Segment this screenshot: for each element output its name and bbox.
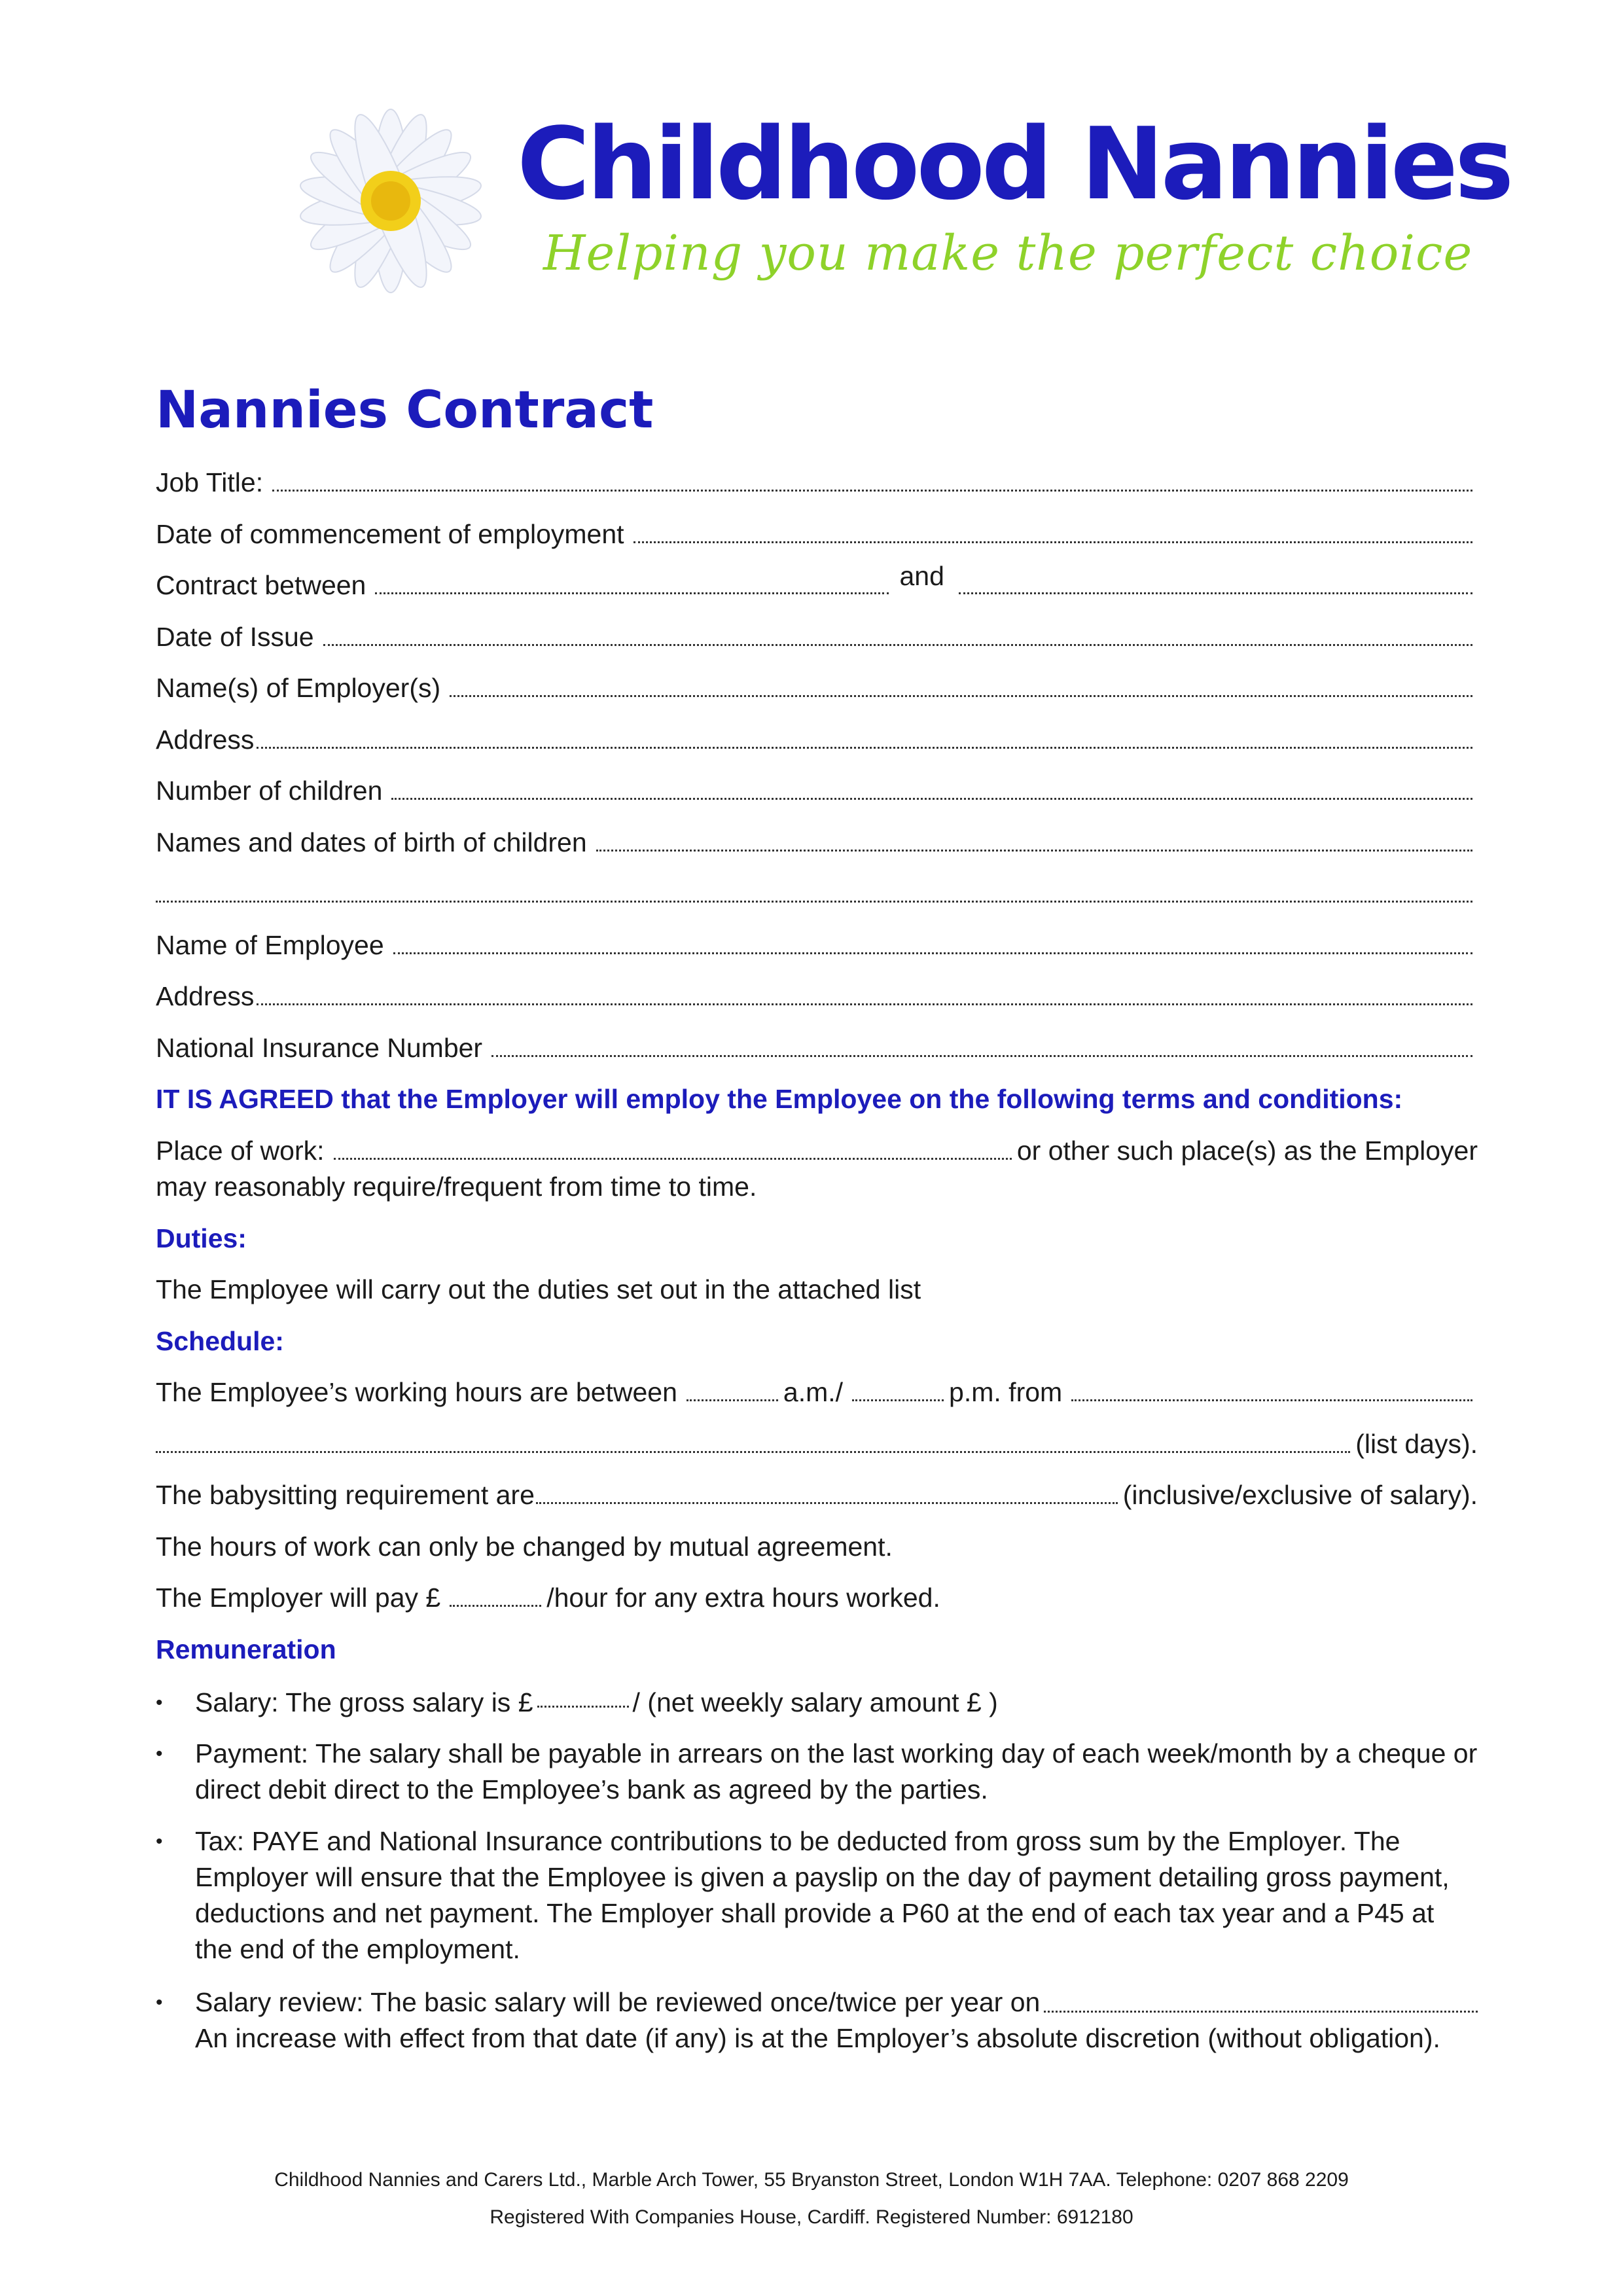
- ni-number-field[interactable]: [491, 1055, 1472, 1057]
- commencement-row: [156, 521, 1478, 548]
- children-names-row: [156, 829, 1478, 856]
- number-children-label: Number of children: [156, 776, 383, 806]
- daisy-logo-icon: [278, 88, 504, 314]
- schedule-heading: Schedule:: [156, 1326, 284, 1356]
- place-of-work-row: [156, 1138, 1478, 1164]
- ni-number-row: [156, 1035, 1478, 1062]
- employee-name-row: [156, 932, 1478, 959]
- contract-party-one-field[interactable]: [375, 592, 889, 594]
- duties-heading: Duties:: [156, 1223, 247, 1253]
- babysitting-after: (inclusive/exclusive of salary).: [1122, 1480, 1478, 1510]
- ni-number-label: National Insurance Number: [156, 1033, 483, 1063]
- tax-bullet: [156, 1823, 1478, 1967]
- employer-name-field[interactable]: [450, 695, 1472, 697]
- children-names-continued-field[interactable]: [156, 901, 1472, 903]
- days-list-field[interactable]: [156, 1451, 1350, 1453]
- salary-review-date-field[interactable]: [1044, 2011, 1478, 2013]
- employee-address-label: Address: [156, 981, 255, 1011]
- babysitting-label: The babysitting requirement are: [156, 1480, 535, 1510]
- job-title-label: Job Title:: [156, 467, 264, 497]
- duties-text: The Employee will carry out the duties set out in the attached list: [156, 1274, 921, 1304]
- employer-name-row: [156, 675, 1478, 702]
- start-hour-field[interactable]: [687, 1399, 778, 1401]
- place-of-work-line2: may reasonably require/frequent from time to time.: [156, 1172, 757, 1202]
- mutual-agreement-text: The hours of work can only be changed by mutual agreement.: [156, 1532, 893, 1562]
- employee-address-field[interactable]: [257, 1003, 1472, 1005]
- commencement-field[interactable]: [633, 541, 1472, 543]
- and-label: and: [899, 561, 944, 591]
- children-names-field[interactable]: [596, 850, 1472, 852]
- days-from-field[interactable]: [1071, 1399, 1472, 1401]
- brand-name: Childhood Nannies: [517, 106, 1511, 222]
- bullet-icon: •: [156, 1743, 163, 1765]
- employee-name-field[interactable]: [393, 952, 1472, 954]
- working-hours-row: [156, 1379, 1478, 1406]
- payment-bullet: [156, 1736, 1478, 1808]
- babysitting-row: [156, 1482, 1478, 1509]
- salary-review-text: An increase with effect from that date (if any) is at the Employer’s absolute discretion (without obligation).: [195, 2023, 1440, 2053]
- extra-hours-after: /hour for any extra hours worked.: [546, 1583, 940, 1613]
- salary-review-bullet: [156, 1984, 1478, 2056]
- working-hours-label: The Employee’s working hours are between: [156, 1377, 677, 1407]
- extra-hours-rate-field[interactable]: [450, 1605, 541, 1607]
- list-days-label: (list days).: [1355, 1429, 1478, 1459]
- payment-text: Payment: The salary shall be payable in arrears on the last working day of each week/month by a cheque or direct debit direct to the Employee’s bank as agreed by the parties.: [195, 1738, 1478, 1804]
- babysitting-field[interactable]: [536, 1502, 1118, 1504]
- number-children-row: [156, 778, 1478, 804]
- place-of-work-label: Place of work:: [156, 1136, 325, 1166]
- place-of-work-after: or other such place(s) as the Employer: [1016, 1136, 1478, 1166]
- number-children-field[interactable]: [391, 798, 1472, 800]
- commencement-label: Date of commencement of employment: [156, 519, 624, 549]
- salary-review-label: Salary review: The basic salary will be reviewed once/twice per year on: [195, 1987, 1041, 2017]
- salary-net-label: / (net weekly salary amount £ ): [632, 1687, 998, 1717]
- brand-tagline: Helping you make the perfect choice: [543, 225, 1473, 281]
- employer-address-label: Address: [156, 725, 255, 755]
- extra-hours-row: [156, 1585, 1478, 1611]
- employee-address-row: [156, 983, 1478, 1010]
- salary-bullet: [156, 1685, 1478, 1721]
- extra-hours-label: The Employer will pay £: [156, 1583, 441, 1613]
- bullet-icon: •: [156, 1692, 163, 1713]
- remuneration-heading: Remuneration: [156, 1634, 336, 1664]
- date-issue-field[interactable]: [323, 644, 1472, 646]
- contract-party-two-field[interactable]: [959, 592, 1472, 594]
- page-title: Nannies Contract: [156, 381, 654, 440]
- contract-between-row: [156, 561, 1478, 600]
- list-days-row: [156, 1431, 1478, 1458]
- contract-between-label: Contract between: [156, 570, 366, 600]
- children-names-continued-row: [156, 880, 1478, 907]
- am-label: a.m./: [783, 1377, 844, 1407]
- gross-salary-field[interactable]: [537, 1706, 629, 1708]
- place-of-work-field[interactable]: [334, 1158, 1012, 1160]
- children-names-label: Names and dates of birth of children: [156, 827, 587, 857]
- end-hour-field[interactable]: [852, 1399, 944, 1401]
- employee-name-label: Name of Employee: [156, 930, 384, 960]
- footer-address: Childhood Nannies and Carers Ltd., Marble Arch Tower, 55 Bryanston Street, London W1H 7AA. Telephone: 0207 868 2209: [274, 2169, 1349, 2191]
- tax-text: Tax: PAYE and National Insurance contributions to be deducted from gross sum by the Employer. The Employer will ensure that the Employee is given a payslip on the day of payment detailing gross payment, deductions and net payment. The Employer shall provide a P60 at the end of each tax year and a P45 at the end of the employment.: [195, 1826, 1450, 1964]
- job-title-field[interactable]: [272, 490, 1472, 492]
- date-issue-row: [156, 624, 1478, 651]
- footer-registration: Registered With Companies House, Cardiff. Registered Number: 6912180: [490, 2206, 1133, 2228]
- bullet-icon: •: [156, 1831, 163, 1852]
- date-issue-label: Date of Issue: [156, 622, 314, 652]
- employer-address-row: [156, 726, 1478, 753]
- agreement-heading: IT IS AGREED that the Employer will employ the Employee on the following terms and conditions:: [156, 1084, 1403, 1114]
- bullet-icon: •: [156, 1992, 163, 2013]
- employer-name-label: Name(s) of Employer(s): [156, 673, 441, 703]
- job-title-row: [156, 469, 1478, 496]
- salary-label: Salary: The gross salary is £: [195, 1687, 533, 1717]
- pm-from-label: p.m. from: [949, 1377, 1063, 1407]
- employer-address-field[interactable]: [257, 747, 1472, 749]
